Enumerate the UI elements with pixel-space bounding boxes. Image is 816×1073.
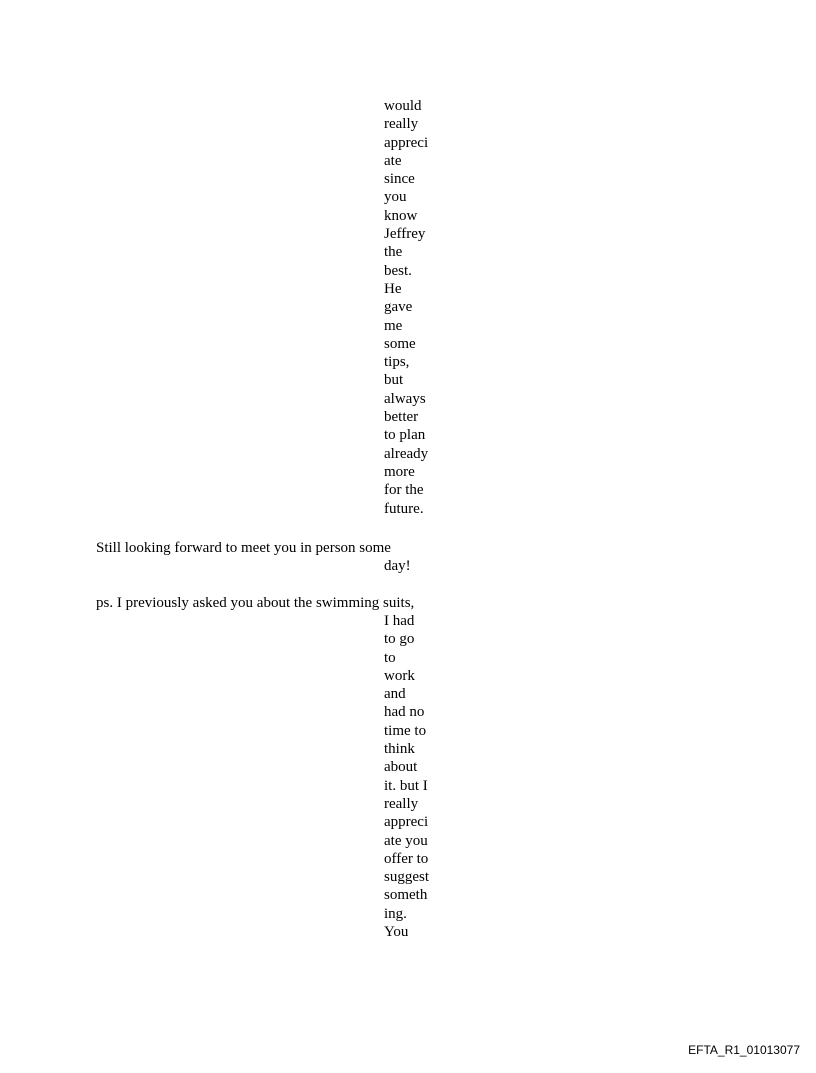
text-line: it. but I [384, 777, 428, 794]
text-line: suggest [384, 869, 429, 886]
text-line: for the [384, 482, 424, 499]
text-line: You [384, 924, 409, 941]
text-line: had no [384, 704, 425, 721]
text-line: since [384, 171, 415, 188]
text-line: time to [384, 722, 427, 739]
text-line: me [384, 317, 403, 334]
text-line: someth [384, 887, 428, 904]
text-line: future. [384, 500, 424, 517]
text-line: would [384, 98, 422, 114]
text-line: you [384, 189, 407, 206]
narrow-text-column-1 [384, 97, 444, 518]
still-looking-forward-line: Still looking forward to meet you in person some [96, 540, 391, 556]
text-line: always [384, 390, 426, 407]
narrow-text-column-2 [384, 612, 444, 941]
day-line: day! [384, 558, 411, 574]
text-line: Jeffrey [384, 226, 426, 243]
text-line: appreci [384, 814, 429, 831]
text-line: appreci [384, 134, 429, 151]
text-line: to plan [384, 427, 426, 444]
text-line: to [384, 649, 396, 666]
text-line: tips, [384, 354, 410, 371]
text-line: some [384, 335, 416, 352]
text-line: offer to [384, 850, 429, 867]
document-id: EFTA_R1_01013077 [688, 1043, 800, 1057]
text-line: to go [384, 631, 415, 648]
text-line: really [384, 795, 419, 812]
text-line: better [384, 409, 419, 426]
text-line: He [384, 280, 402, 297]
text-line: best. [384, 262, 412, 279]
text-line: and [384, 686, 406, 703]
text-line: ate [384, 152, 402, 169]
text-line: the [384, 244, 403, 261]
text-line: think [384, 741, 415, 758]
text-line: more [384, 463, 415, 480]
text-line: but [384, 372, 404, 389]
text-line: I had [384, 613, 415, 629]
text-line: already [384, 445, 429, 462]
text-line: about [384, 759, 418, 776]
text-line: know [384, 207, 418, 224]
text-line: ate you [384, 832, 428, 849]
text-line: work [384, 667, 415, 684]
postscript-line: ps. I previously asked you about the swimming suits, [96, 595, 415, 611]
text-line: ing. [384, 905, 407, 922]
text-line: really [384, 116, 419, 133]
text-line: gave [384, 299, 413, 316]
